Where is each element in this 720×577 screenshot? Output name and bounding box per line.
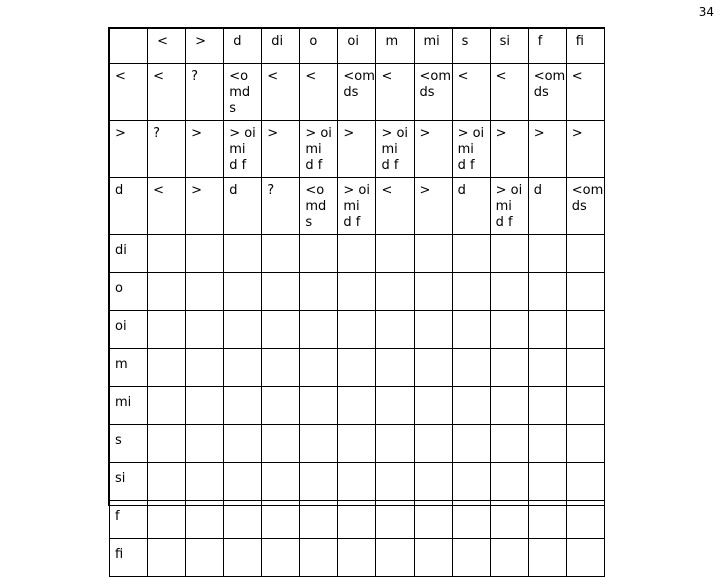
table-cell — [414, 121, 452, 178]
table-cell — [338, 501, 376, 539]
table-cell — [566, 311, 604, 349]
table-cell — [186, 273, 224, 311]
table-cell — [148, 349, 186, 387]
table-cell — [224, 121, 262, 178]
table-cell — [566, 349, 604, 387]
table-cell — [262, 349, 300, 387]
cell-text: > — [571, 126, 583, 141]
table-cell — [528, 121, 566, 178]
table-cell — [224, 349, 262, 387]
table-cell — [186, 425, 224, 463]
table-row — [110, 387, 605, 425]
table-cell — [452, 235, 490, 273]
table-cell — [452, 311, 490, 349]
cell-text: > oi — [457, 126, 485, 141]
row-header: > — [110, 121, 148, 178]
cell-text: < — [457, 69, 469, 84]
cell-text: <om — [571, 183, 604, 198]
row-header: fi — [110, 539, 148, 577]
table-cell — [300, 501, 338, 539]
table-cell — [566, 178, 604, 235]
table-cell — [224, 178, 262, 235]
table-cell — [490, 235, 528, 273]
cell-text: < — [153, 183, 164, 198]
cell-text: < — [381, 183, 393, 198]
row-header: oi — [110, 311, 148, 349]
cell-text: s — [229, 101, 236, 116]
table-cell — [300, 311, 338, 349]
cell-text: ds — [343, 85, 359, 100]
table-cell — [300, 387, 338, 425]
table-cell — [490, 501, 528, 539]
table-cell — [262, 311, 300, 349]
table-row — [110, 273, 605, 311]
table-cell — [414, 64, 452, 121]
table-cell — [490, 463, 528, 501]
table-cell — [376, 311, 414, 349]
row-header: di — [110, 235, 148, 273]
table-cell — [452, 501, 490, 539]
table-cell — [414, 501, 452, 539]
table-cell — [338, 178, 376, 235]
cell-text: ? — [267, 183, 275, 198]
row-header: f — [110, 501, 148, 539]
cell-text: > oi — [343, 183, 370, 198]
table-cell — [528, 349, 566, 387]
cell-text: d — [229, 183, 238, 198]
table-cell — [528, 311, 566, 349]
cell-text: d f — [343, 215, 361, 230]
column-header: f — [528, 29, 566, 64]
table-cell — [414, 273, 452, 311]
table-cell — [148, 387, 186, 425]
cell-text: d f — [495, 215, 513, 230]
cell-text: mi — [381, 142, 398, 157]
table-cell — [528, 178, 566, 235]
cell-text: <o — [305, 183, 325, 198]
table-cell — [490, 349, 528, 387]
table-cell — [186, 311, 224, 349]
table-cell — [452, 387, 490, 425]
table-row — [110, 311, 605, 349]
table-cell — [224, 235, 262, 273]
table-cell — [224, 539, 262, 577]
cell-text: > — [419, 126, 431, 141]
table-cell — [186, 121, 224, 178]
composition-table — [109, 28, 605, 577]
column-header: m — [376, 29, 414, 64]
cell-text: < — [571, 69, 583, 84]
table-row — [110, 178, 605, 235]
header-row — [110, 29, 605, 64]
table-cell — [338, 311, 376, 349]
table-cell — [262, 501, 300, 539]
table-cell — [566, 539, 604, 577]
table-cell — [566, 387, 604, 425]
table-cell — [338, 425, 376, 463]
table-cell — [528, 387, 566, 425]
table-row — [110, 64, 605, 121]
table-cell — [262, 235, 300, 273]
table-cell — [262, 273, 300, 311]
table-cell — [300, 235, 338, 273]
table-cell — [528, 425, 566, 463]
table-cell — [224, 64, 262, 121]
table-cell — [338, 463, 376, 501]
table-row — [110, 501, 605, 539]
table-cell — [338, 121, 376, 178]
table-cell — [338, 273, 376, 311]
table-cell — [566, 501, 604, 539]
table-cell — [566, 425, 604, 463]
cell-text: > — [419, 183, 431, 198]
table-cell — [490, 121, 528, 178]
table-cell — [490, 178, 528, 235]
table-cell — [490, 425, 528, 463]
cell-text: md — [305, 199, 327, 214]
cell-text: d — [457, 183, 466, 198]
table-cell — [148, 64, 186, 121]
row-header: o — [110, 273, 148, 311]
table-cell — [262, 387, 300, 425]
table-cell — [148, 121, 186, 178]
table-cell — [186, 501, 224, 539]
cell-text: ds — [533, 85, 549, 100]
table-cell — [490, 311, 528, 349]
table-cell — [376, 501, 414, 539]
table-cell — [376, 64, 414, 121]
table-cell — [414, 539, 452, 577]
table-cell — [376, 273, 414, 311]
table-cell — [338, 539, 376, 577]
column-header: d — [224, 29, 262, 64]
table-cell — [490, 64, 528, 121]
cell-text: <om — [343, 69, 375, 84]
table-cell — [224, 311, 262, 349]
column-header: s — [452, 29, 490, 64]
table-cell — [414, 387, 452, 425]
table-cell — [376, 349, 414, 387]
table-cell — [148, 311, 186, 349]
table-cell — [300, 273, 338, 311]
column-header: mi — [414, 29, 452, 64]
cell-text: > — [343, 126, 355, 141]
table-cell — [186, 387, 224, 425]
cell-text: mi — [305, 142, 322, 157]
table-cell — [376, 121, 414, 178]
cell-text: <o — [229, 69, 249, 84]
cell-text: mi — [495, 199, 512, 214]
cell-text: < — [267, 69, 279, 84]
table-cell — [262, 178, 300, 235]
table-cell — [528, 273, 566, 311]
table-cell — [528, 235, 566, 273]
table-cell — [452, 463, 490, 501]
table-cell — [490, 273, 528, 311]
table-cell — [262, 425, 300, 463]
table-cell — [490, 387, 528, 425]
row-header: m — [110, 349, 148, 387]
cell-text: > oi — [229, 126, 256, 141]
table-cell — [414, 425, 452, 463]
table-cell — [148, 463, 186, 501]
table-cell — [566, 121, 604, 178]
table-cell — [338, 387, 376, 425]
cell-text: > oi — [495, 183, 523, 198]
table-row — [110, 349, 605, 387]
table-cell — [452, 425, 490, 463]
table-cell — [300, 539, 338, 577]
table-cell — [148, 425, 186, 463]
cell-text: < — [153, 69, 164, 84]
table-row — [110, 235, 605, 273]
table-cell — [224, 463, 262, 501]
cell-text: md — [229, 85, 251, 100]
column-header: oi — [338, 29, 376, 64]
table-cell — [452, 64, 490, 121]
table-cell — [452, 273, 490, 311]
table-cell — [262, 64, 300, 121]
table-cell — [376, 425, 414, 463]
cell-text: < — [381, 69, 393, 84]
table-cell — [300, 121, 338, 178]
column-header: o — [300, 29, 338, 64]
table-cell — [224, 387, 262, 425]
table-cell — [186, 64, 224, 121]
table-cell — [300, 349, 338, 387]
table-cell — [452, 121, 490, 178]
cell-text: > — [533, 126, 545, 141]
table-cell — [452, 178, 490, 235]
table-row — [110, 425, 605, 463]
table-cell — [376, 178, 414, 235]
table-cell — [262, 539, 300, 577]
row-header: < — [110, 64, 148, 121]
table-cell — [186, 235, 224, 273]
cell-text: > — [191, 183, 203, 198]
table-cell — [566, 273, 604, 311]
table-cell — [338, 349, 376, 387]
table-cell — [148, 539, 186, 577]
table-cell — [528, 501, 566, 539]
cell-text: ds — [571, 199, 587, 214]
table-cell — [224, 273, 262, 311]
cell-text: ? — [153, 126, 160, 141]
row-header: d — [110, 178, 148, 235]
column-header: di — [262, 29, 300, 64]
table-cell — [376, 387, 414, 425]
table-cell — [414, 463, 452, 501]
table-cell — [528, 539, 566, 577]
cell-text: d f — [381, 158, 399, 173]
table-cell — [224, 425, 262, 463]
cell-text: mi — [343, 199, 360, 214]
table-cell — [148, 273, 186, 311]
row-header: s — [110, 425, 148, 463]
table-cell — [566, 64, 604, 121]
table-row — [110, 121, 605, 178]
row-header: mi — [110, 387, 148, 425]
table-cell — [376, 235, 414, 273]
cell-text: s — [305, 215, 313, 230]
table-cell — [528, 463, 566, 501]
table-cell — [300, 463, 338, 501]
table-cell — [186, 349, 224, 387]
row-header: si — [110, 463, 148, 501]
table-row — [110, 539, 605, 577]
cell-text: < — [305, 69, 317, 84]
table-cell — [376, 463, 414, 501]
cell-text: > — [267, 126, 279, 141]
cell-text: > — [495, 126, 507, 141]
table-cell — [262, 121, 300, 178]
cell-text: > oi — [381, 126, 409, 141]
table-row — [110, 463, 605, 501]
cell-text: > — [191, 126, 203, 141]
column-header: fi — [566, 29, 604, 64]
table-cell — [186, 539, 224, 577]
cell-text: d f — [457, 158, 475, 173]
column-header: si — [490, 29, 528, 64]
table-cell — [490, 539, 528, 577]
table-cell — [414, 311, 452, 349]
table-cell — [148, 501, 186, 539]
table-cell — [300, 178, 338, 235]
table-cell — [224, 501, 262, 539]
cell-text: <om — [419, 69, 452, 84]
table-cell — [452, 539, 490, 577]
table-cell — [148, 178, 186, 235]
table-cell — [414, 178, 452, 235]
page-number: 34 — [698, 5, 714, 19]
table-cell — [338, 64, 376, 121]
cell-text: mi — [457, 142, 474, 157]
table-cell — [186, 178, 224, 235]
table-cell — [376, 539, 414, 577]
table-cell — [300, 64, 338, 121]
cell-text: ds — [419, 85, 435, 100]
table-cell — [300, 425, 338, 463]
table-cell — [186, 463, 224, 501]
cell-text: mi — [229, 142, 246, 157]
table-cell — [338, 235, 376, 273]
table-cell — [414, 349, 452, 387]
column-header: > — [186, 29, 224, 64]
cell-text: d — [533, 183, 542, 198]
cell-text: d f — [229, 158, 247, 173]
table-cell — [414, 235, 452, 273]
corner-cell — [110, 29, 148, 64]
table-cell — [566, 463, 604, 501]
cell-text: ? — [191, 69, 199, 84]
table-cell — [528, 64, 566, 121]
table-cell — [566, 235, 604, 273]
cell-text: > oi — [305, 126, 332, 141]
table-cell — [148, 235, 186, 273]
column-header: < — [148, 29, 186, 64]
cell-text: < — [495, 69, 507, 84]
table-cell — [452, 349, 490, 387]
table-cell — [262, 463, 300, 501]
cell-text: <om — [533, 69, 566, 84]
cell-text: d f — [305, 158, 323, 173]
